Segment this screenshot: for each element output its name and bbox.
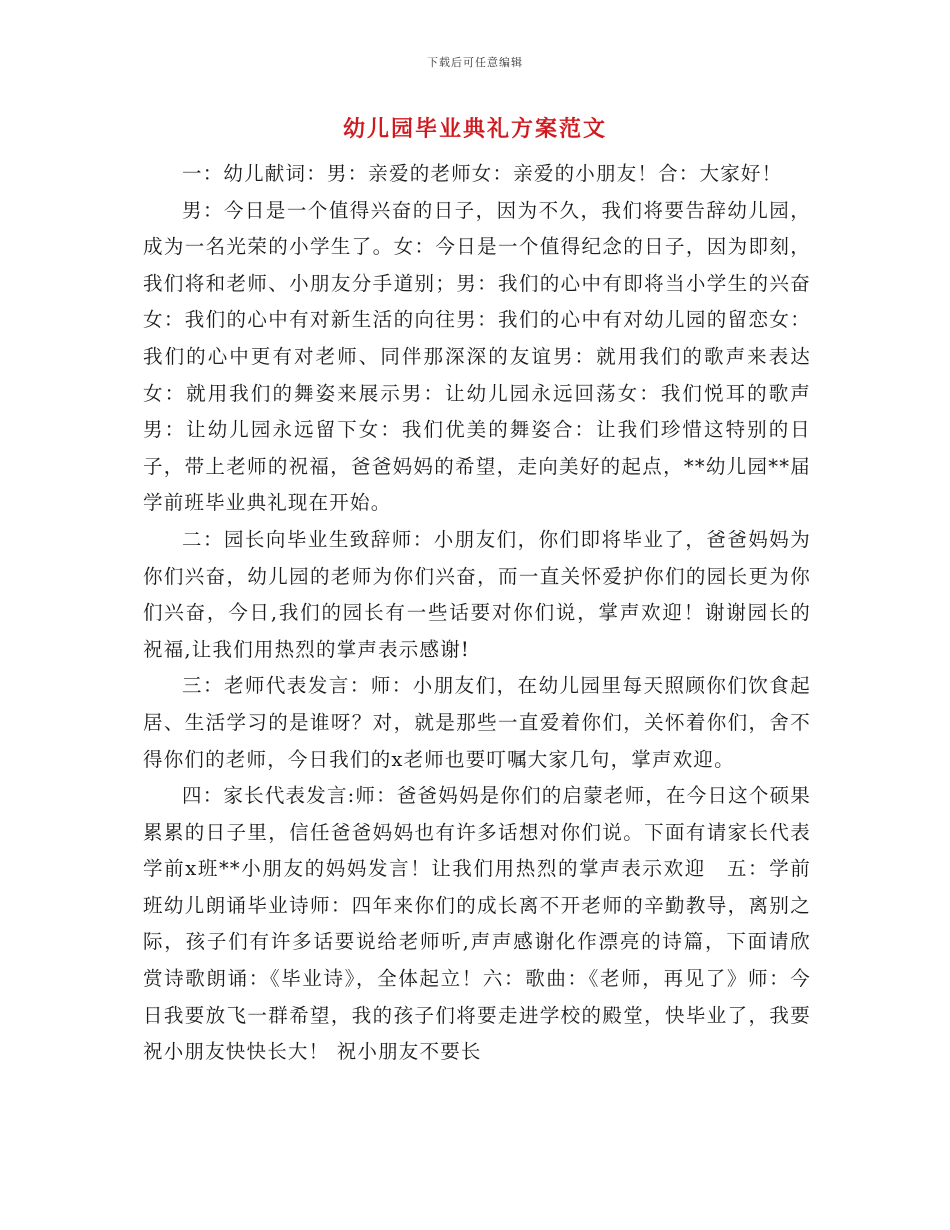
header-note: 下载后可任意编辑	[427, 56, 523, 69]
paragraph-1: 一：幼儿献词：男：亲爱的老师女：亲爱的小朋友！合：大家好！	[182, 162, 783, 185]
document-body	[143, 156, 811, 1071]
paragraph-4: 三：老师代表发言：师：小朋友们，在幼儿园里每天照顾你们饮食起居、生活学习的是谁呀？对，就是那些一直爱着你们，关怀着你们，舍不得你们的老师，今日我们的x老师也要叮嘱大家几句，掌声欢迎。	[143, 674, 811, 771]
document-title: 幼儿园毕业典礼方案范文	[342, 116, 607, 142]
paragraph-5: 四：家长代表发言:师：爸爸妈妈是你们的启蒙老师，在今日这个硕果累累的日子里，信任爸爸妈妈也有许多话想对你们说。下面有请家长代表学前x班**小朋友的妈妈发言！让我们用热烈的掌声表示欢迎 五：学前班幼儿朗诵毕业诗师：四年来你们的成长离不开老师的辛勤教导，离别之际，孩子们有许多话要说给老师听,声声感谢化作漂亮的诗篇，下面请欣赏诗歌朗诵：《毕业诗》，全体起立！六：歌曲：《老师，再见了》师：今日我要放飞一群希望，我的孩子们将要走进学校的殿堂，快毕业了，我要 祝小朋友快快长大！ 祝小朋友不要长	[143, 784, 811, 1064]
paragraph-2: 男：今日是一个值得兴奋的日子，因为不久，我们将要告辞幼儿园，成为一名光荣的小学生了。女：今日是一个值得纪念的日子，因为即刻，我们将和老师、小朋友分手道别；男：我们的心中有即将当小学生的兴奋女：我们的心中有对新生活的向往男：我们的心中有对幼儿园的留恋女：我们的心中更有对老师、同伴那深深的友谊男：就用我们的歌声来表达女：就用我们的舞姿来展示男：让幼儿园永远回荡女：我们悦耳的歌声男：让幼儿园永远留下女：我们优美的舞姿合：让我们珍惜这特别的日子，带上老师的祝福，爸爸妈妈的希望，走向美好的起点，**幼儿园**届学前班毕业典礼现在开始。	[143, 198, 811, 515]
paragraph-3: 二：园长向毕业生致辞师：小朋友们，你们即将毕业了，爸爸妈妈为你们兴奋，幼儿园的老师为你们兴奋，而一直关怀爱护你们的园长更为你们兴奋，今日,我们的园长有一些话要对你们说，掌声欢迎！谢谢园长的祝福,让我们用热烈的掌声表示感谢!	[143, 527, 811, 661]
